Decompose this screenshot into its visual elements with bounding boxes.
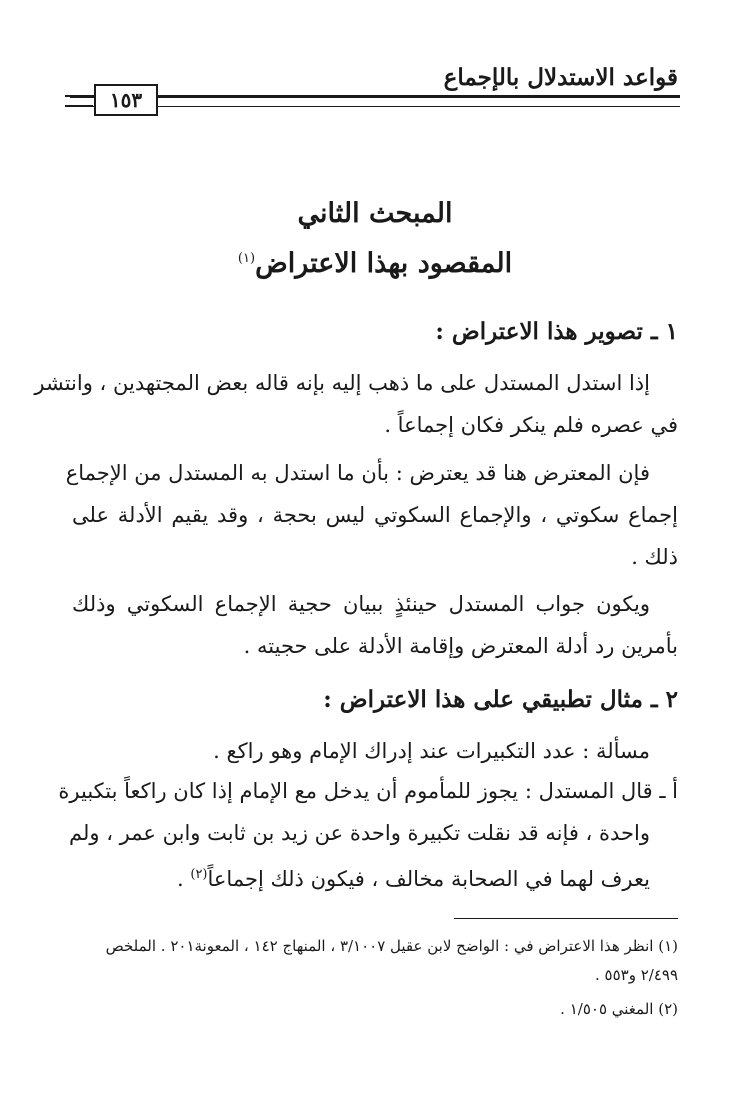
header-rule-stub (65, 95, 93, 107)
footnote-2 (72, 995, 678, 1024)
running-title: قواعد الاستدلال بالإجماع (443, 64, 678, 91)
paragraph-3 (72, 583, 678, 667)
section-heading-2: ٢ ـ مثال تطبيقي على هذا الاعتراض : (323, 686, 678, 713)
footnote-ref-1[interactable]: (١) (237, 251, 256, 266)
paragraph-line: فإن المعترض هنا قد يعترض : بأن ما استدل به المستدل من الإجماع (65, 461, 650, 485)
argument-paragraph (58, 770, 678, 900)
argument-last-text: يعرف لهما في الصحابة مخالف ، فيكون ذلك إجماعاً (207, 867, 650, 891)
section-heading-1: ١ ـ تصوير هذا الاعتراض : (435, 318, 678, 345)
paragraph-line: في عصره فلم ينكر فكان إجماعاً . (384, 413, 678, 437)
header-rule (70, 95, 680, 107)
paragraph-line: إذا استدل المستدل على ما ذهب إليه بإنه قاله بعض المجتهدين ، وانتشر (34, 371, 650, 395)
paragraph-line (72, 854, 678, 900)
paragraph-line: ذلك . (631, 545, 678, 569)
paragraph-2 (65, 452, 678, 578)
paragraph-line: مسألة : عدد التكبيرات عند إدراك الإمام وهو راكع . (213, 739, 650, 763)
page-number: ١٥٣ (94, 84, 158, 116)
footnote-line: ٢/٤٩٩ و٥٥٣ . (594, 966, 678, 984)
paragraph-line: أ ـ قال المستدل : يجوز للمأموم أن يدخل مع الإمام إذا كان راكعاً بتكبيرة (58, 779, 678, 803)
paragraph-line: بأمرين رد أدلة المعترض وإقامة الأدلة على حجيته . (243, 634, 678, 658)
footnote-ref-2[interactable]: (٢) (190, 867, 208, 882)
chapter-subtitle-text: المقصود بهذا الاعتراض (255, 248, 513, 279)
footnote-separator (454, 918, 678, 919)
paragraph-1 (34, 362, 678, 446)
question-line (72, 730, 678, 772)
paragraph-line: واحدة ، فإنه قد نقلت تكبيرة واحدة عن زيد بن ثابت وابن عمر ، ولم (69, 821, 650, 845)
paragraph-line: ويكون جواب المستدل حينئذٍ ببيان حجية الإجماع السكوتي وذلك (72, 592, 650, 616)
chapter-title: المبحث الثاني (297, 198, 453, 229)
paragraph-line: إجماع سكوتي ، والإجماع السكوتي ليس بحجة ، وقد يقيم الأدلة على (72, 503, 678, 527)
footnote-line: (١) انظر هذا الاعتراض في : الواضح لابن عقيل ٣/١٠٠٧ ، المنهاج ١٤٢ ، المعونة٢٠١ . الملخص (105, 937, 678, 955)
argument-end: . (177, 867, 191, 891)
footnote-line: (٢) المغني ١/٥٠٥ . (560, 1000, 678, 1018)
chapter-subtitle (0, 248, 750, 279)
footnote-1 (72, 932, 678, 990)
